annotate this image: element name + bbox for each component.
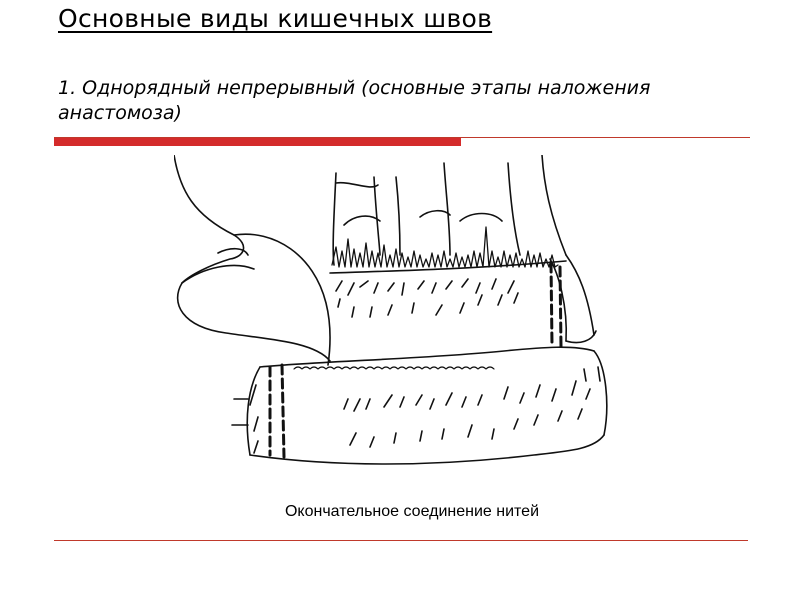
footer-divider-line — [54, 540, 748, 541]
suture-thread — [174, 155, 330, 365]
intestinal-suture-illustration — [174, 155, 610, 492]
upper-bowel-segment — [330, 155, 596, 347]
slide-subtitle: 1. Однорядный непрерывный (основные этапы наложения анастомоза) — [58, 77, 651, 124]
header-accent-bar — [54, 138, 461, 146]
illustration-caption: Окончательное соединение нитей — [284, 503, 539, 520]
lower-bowel-segment — [232, 347, 607, 464]
slide-title: Основные виды кишечных швов — [58, 4, 493, 33]
